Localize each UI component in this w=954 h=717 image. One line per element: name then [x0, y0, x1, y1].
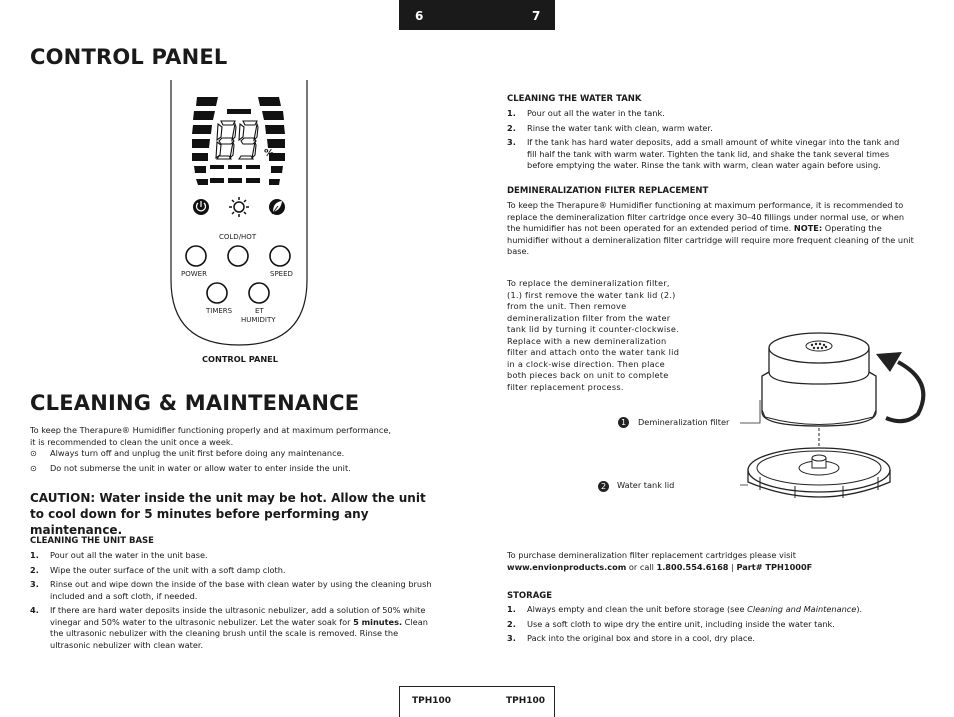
control-panel-caption: CONTROL PANEL: [202, 354, 278, 364]
timers-label: TIMERS: [206, 307, 233, 315]
list-item: 1. Always empty and clean the unit before storage (see Cleaning and Maintenance).: [507, 604, 863, 614]
control-panel-heading: CONTROL PANEL: [30, 45, 228, 69]
list-item: 4. If there are hard water deposits inside the ultrasonic nebulizer, add a solution of 50% white vinegar and 50% water to the ultrasonic nebulizer. Let the water soak for 5 minutes. Clean the ultrasonic nebulizer with the cleaning brush until the scale is removed. Rinse the ultrasonic nebulizer with clean water.: [30, 605, 428, 650]
timers-button[interactable]: [207, 283, 227, 303]
callout-label: Water tank lid: [617, 480, 675, 490]
footer-tab: [399, 686, 555, 717]
list-item: 3. Rinse out and wipe down the inside of the base with clean water by using the cleaning brush included and a soft cloth, if needed.: [30, 579, 432, 601]
caution-text: CAUTION: Water inside the unit may be hot. Allow the unit to cool down for 5 minutes before performing any maintenance.: [30, 491, 426, 537]
list-item: 1. Pour out all the water in the tank.: [507, 108, 665, 118]
page-number-tab: [399, 0, 555, 30]
unit-base-steps: [30, 550, 440, 654]
et-humidity-button[interactable]: [249, 283, 269, 303]
demin-heading: DEMINERALIZATION FILTER REPLACEMENT: [507, 186, 709, 196]
bullet-icon: ⊙: [30, 462, 37, 473]
storage-heading: STORAGE: [507, 591, 553, 601]
cleaning-intro-line2: it is recommended to clean the unit once a week.: [30, 436, 234, 447]
power-label: POWER: [181, 270, 207, 278]
part-number: Part# TPH1000F: [736, 561, 813, 572]
cleaning-bullets: [30, 448, 430, 477]
unit-base-heading: CLEANING THE UNIT BASE: [30, 536, 154, 546]
purchase-info: To purchase demineralization filter replacement cartridges please visit www.envionproducts.com or call 1.800.554.6168 | Part# TPH1000F: [507, 550, 813, 572]
speed-label: SPEED: [270, 270, 293, 278]
water-tank-heading: CLEANING THE WATER TANK: [507, 94, 642, 104]
control-panel-illustration: [168, 80, 310, 350]
bullet-icon: ⊙: [30, 448, 37, 458]
left-page-number: 6: [415, 9, 424, 23]
list-item: 1. Pour out all the water in the unit base.: [30, 550, 208, 560]
footer-model-left: TPH100: [412, 696, 452, 706]
footer-model-right: TPH100: [506, 696, 546, 706]
leaf-icon: [269, 199, 285, 215]
list-item: 3. If the tank has hard water deposits, add a small amount of white vinegar into the tank and fill half the tank with warm water. Tighten the tank lid, and shake the tank several times before emptying the water. Rinse the tank with warm, clean water again before using.: [507, 137, 900, 170]
cleaning-maintenance-heading: CLEANING & MAINTENANCE: [30, 391, 360, 415]
speed-button[interactable]: [270, 246, 290, 266]
callout-number: 2: [598, 481, 609, 492]
storage-steps: [507, 604, 917, 648]
cold-hot-button[interactable]: [228, 246, 248, 266]
list-item: 3. Pack into the original box and store in a cool, dry place.: [507, 633, 756, 643]
list-item: 2. Use a soft cloth to wipe dry the entire unit, including inside the water tank.: [507, 618, 835, 629]
list-item: ⊙ Do not submerse the unit in water or allow water to enter inside the unit.: [30, 462, 351, 473]
callout-number: 1: [618, 417, 629, 428]
list-item: 2. Rinse the water tank with clean, warm water.: [507, 122, 713, 133]
water-tank-steps: [507, 108, 902, 175]
purchase-phone: 1.800.554.6168: [656, 561, 729, 572]
cleaning-intro-line1: To keep the Therapure® Humidifier functioning properly and at maximum performance,: [30, 425, 391, 435]
replace-instructions: To replace the demineralization filter, (1.) first remove the water tank lid (2.) from the unit. Then remove demineralization filter from the water tank lid by turning it counter-clockwise. Replace with a new demineralization filter and attach onto the water tank lid in a clock-wise direction. Then place both pieces back on unit to complete filter replacement process.: [507, 278, 680, 392]
cleaning-intro: [30, 425, 430, 448]
cold-hot-label: COLD/HOT: [219, 233, 257, 241]
power-button[interactable]: [186, 246, 206, 266]
et-label: ET: [255, 307, 264, 315]
sun-icon: [229, 197, 249, 217]
purchase-url[interactable]: www.envionproducts.com: [507, 561, 627, 572]
digital-display: [216, 121, 258, 159]
humidity-label: HUMIDITY: [241, 316, 276, 324]
callout-label: Demineralization filter: [638, 417, 730, 427]
demin-paragraph: To keep the Therapure® Humidifier functioning at maximum performance, it is recommended to replace the demineralization filter cartridge once every 30–40 fillings under normal use, or when the humidifier has not been operated for an extended period of time. NOTE: Operating the humidifier without a demineralization filter cartridge will require more frequent cleaning of the unit base.: [507, 200, 914, 256]
power-icon: [193, 199, 209, 215]
percent-sign: %: [264, 148, 275, 159]
filter-illustration: [740, 322, 930, 517]
list-item: 2. Wipe the outer surface of the unit with a soft damp cloth.: [30, 564, 286, 575]
right-page-number: 7: [532, 9, 541, 23]
list-item: ⊙ Always turn off and unplug the unit first before doing any maintenance.: [30, 448, 345, 458]
